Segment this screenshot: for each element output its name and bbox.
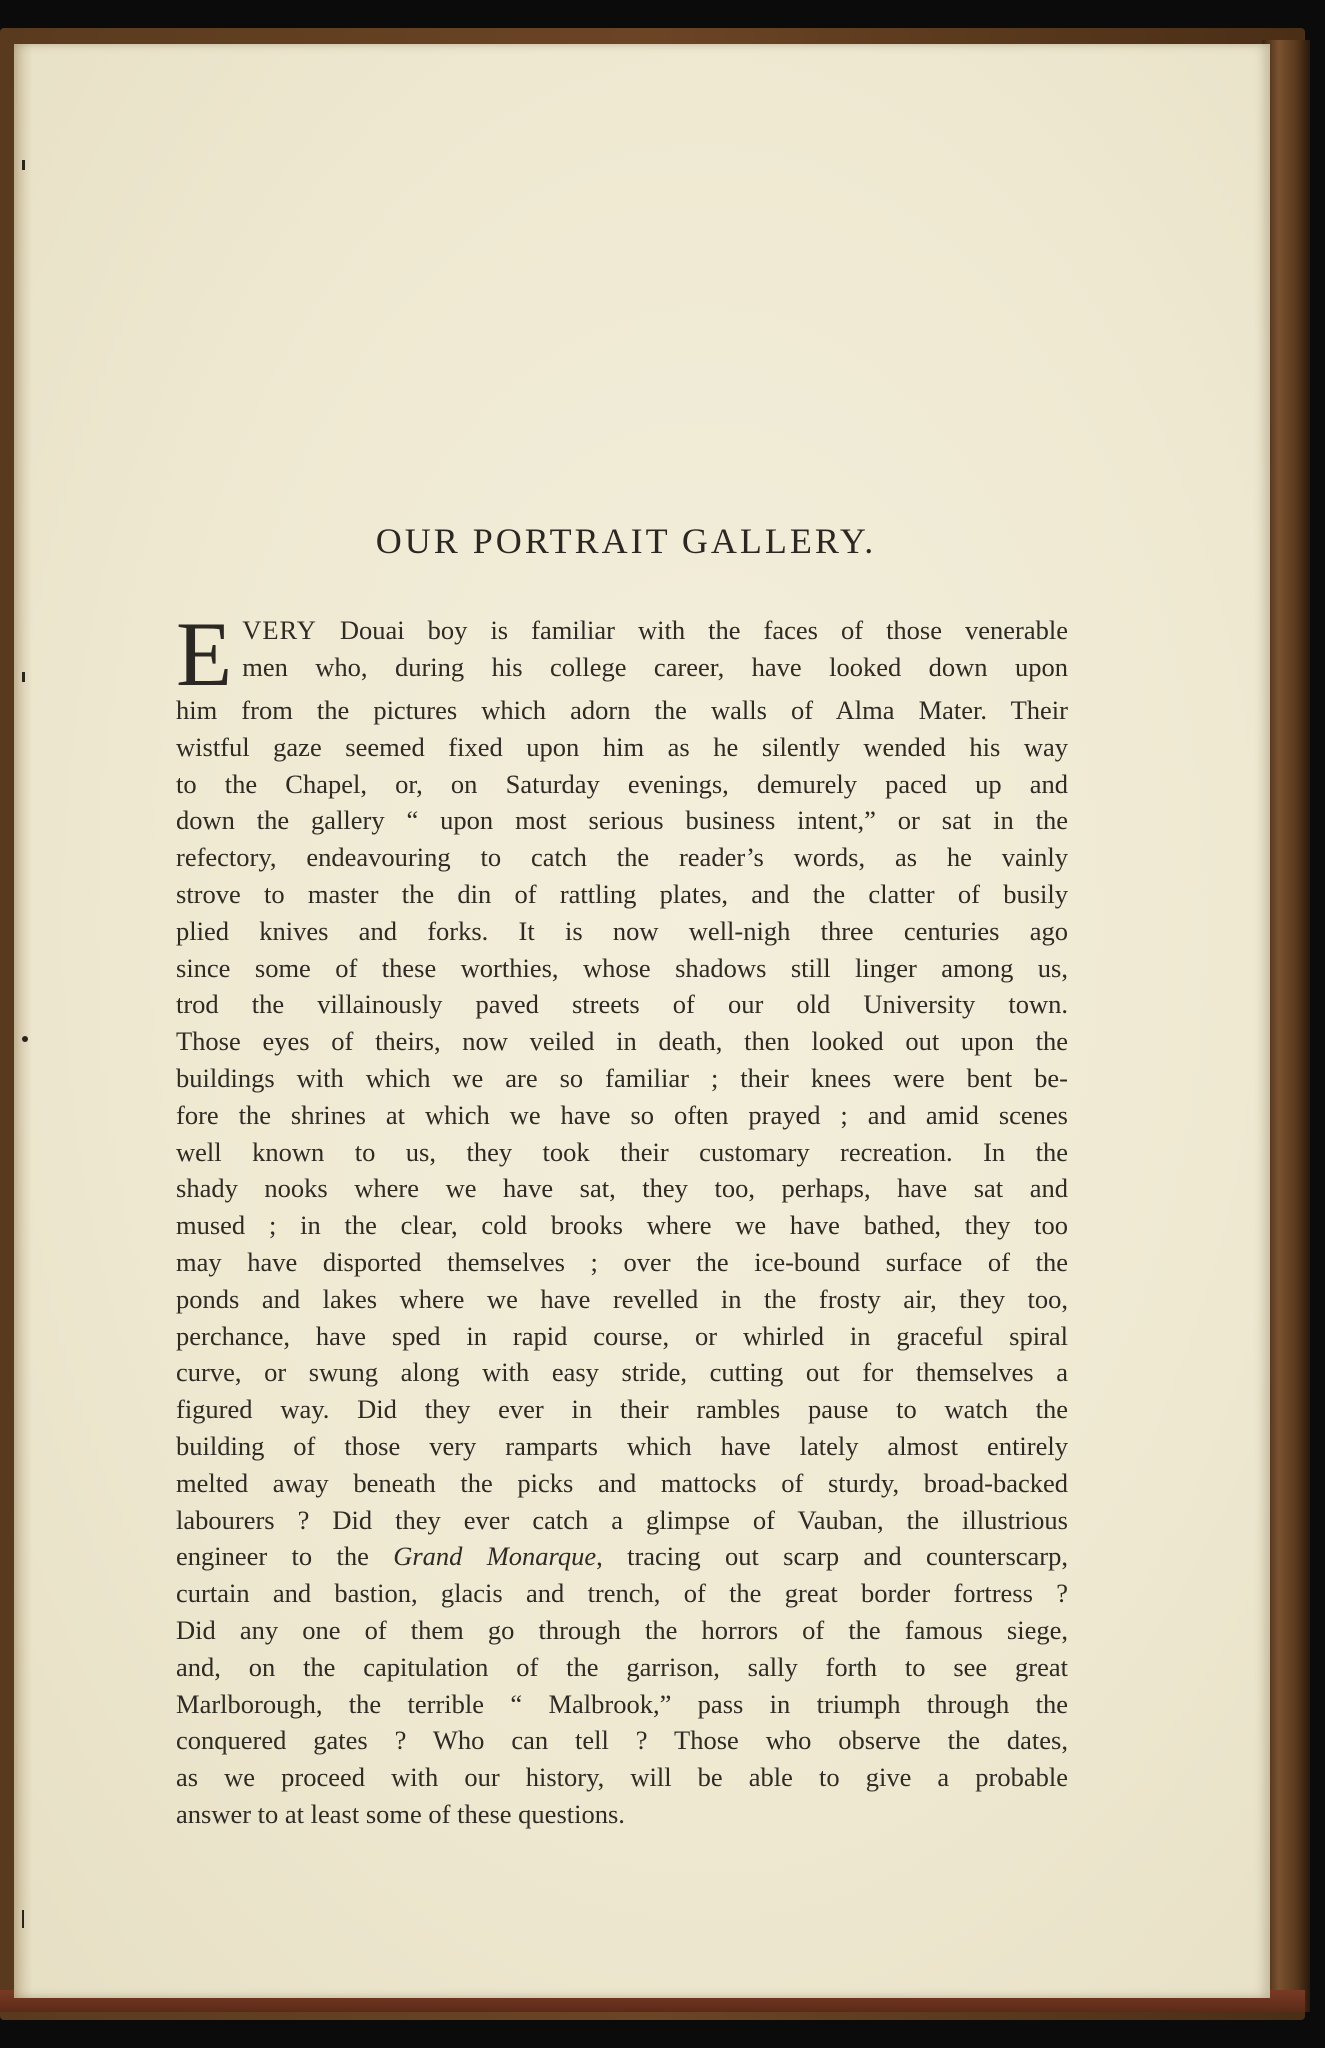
text-line: labourers ? Did they ever catch a glimpse of Vauban, the illustrious bbox=[176, 1504, 1068, 1535]
line-text: engineer to the bbox=[176, 1541, 394, 1572]
margin-mark bbox=[22, 1910, 24, 1928]
text-line: ponds and lakes where we have revelled in the frosty air, they too, bbox=[176, 1283, 1068, 1314]
text-line: well known to us, they took their customary recreation. In the bbox=[176, 1136, 1068, 1167]
text-line: curtain and bastion, glacis and trench, of the great border fortress ? bbox=[176, 1578, 1068, 1609]
text-line: Did any one of them go through the horrors of the famous siege, bbox=[176, 1614, 1068, 1645]
text-line: Marlborough, the terrible “ Malbrook,” pass in triumph through the bbox=[176, 1688, 1068, 1719]
text-line: may have disported themselves ; over the ice-bound surface of the bbox=[176, 1246, 1068, 1277]
margin-mark bbox=[22, 160, 25, 170]
text-line: since some of these worthies, whose shadows still linger among us, bbox=[176, 952, 1068, 983]
text-line: strove to master the din of rattling plates, and the clatter of busily bbox=[176, 878, 1068, 909]
line-text: Douai boy is familiar with the faces of those venerable bbox=[316, 615, 1068, 645]
text-line: figured way. Did they ever in their rambles pause to watch the bbox=[176, 1394, 1068, 1425]
text-line bbox=[176, 612, 1068, 649]
margin-mark bbox=[22, 1036, 28, 1042]
text-line: mused ; in the clear, cold brooks where we have bathed, they too bbox=[176, 1210, 1068, 1241]
text-line: melted away beneath the picks and mattocks of sturdy, broad-backed bbox=[176, 1467, 1068, 1498]
text-line: perchance, have sped in rapid course, or whirled in graceful spiral bbox=[176, 1320, 1068, 1351]
text-line: as we proceed with our history, will be able to give a probable bbox=[176, 1762, 1068, 1793]
lead-word: VERY bbox=[242, 615, 317, 645]
text-line: shady nooks where we have sat, they too, perhaps, have sat and bbox=[176, 1173, 1068, 1204]
text-line: men who, during his college career, have looked down upon bbox=[242, 651, 1068, 682]
page-gutter bbox=[14, 44, 32, 1998]
text-line: him from the pictures which adorn the walls of Alma Mater. Their bbox=[176, 695, 1068, 725]
text-line: refectory, endeavouring to catch the reader’s words, as he vainly bbox=[176, 842, 1068, 873]
text-line bbox=[176, 1538, 1068, 1575]
italic-title: Grand Monarque bbox=[393, 1541, 597, 1572]
text-line: conquered gates ? Who can tell ? Those who observe the dates, bbox=[176, 1725, 1068, 1756]
text-line: curve, or swung along with easy stride, cutting out for themselves a bbox=[176, 1357, 1068, 1388]
body-paragraph bbox=[176, 603, 1068, 1833]
text-line: and, on the capitulation of the garrison, sally forth to see great bbox=[176, 1651, 1068, 1682]
text-line: buildings with which we are so familiar ; their knees were bent be- bbox=[176, 1062, 1068, 1093]
line-text: , tracing out scarp and counterscarp, bbox=[596, 1541, 1068, 1572]
text-line: answer to at least some of these questions. bbox=[176, 1798, 625, 1829]
page-title: OUR PORTRAIT GALLERY. bbox=[375, 521, 877, 561]
text-line: to the Chapel, or, on Saturday evenings, demurely paced up and bbox=[176, 768, 1068, 799]
text-line: Those eyes of theirs, now veiled in death, then looked out upon the bbox=[176, 1026, 1068, 1057]
text-line: down the gallery “ upon most serious business intent,” or sat in the bbox=[176, 805, 1068, 836]
text-line: plied knives and forks. It is now well-nigh three centuries ago bbox=[176, 915, 1068, 946]
drop-cap: E bbox=[176, 603, 233, 705]
margin-mark bbox=[22, 672, 25, 682]
text-line: trod the villainously paved streets of our old University town. bbox=[176, 989, 1068, 1020]
text-line: building of those very ramparts which have lately almost entirely bbox=[176, 1430, 1068, 1461]
text-line: wistful gaze seemed fixed upon him as he silently wended his way bbox=[176, 731, 1068, 762]
text-line: fore the shrines at which we have so often prayed ; and amid scenes bbox=[176, 1099, 1068, 1130]
